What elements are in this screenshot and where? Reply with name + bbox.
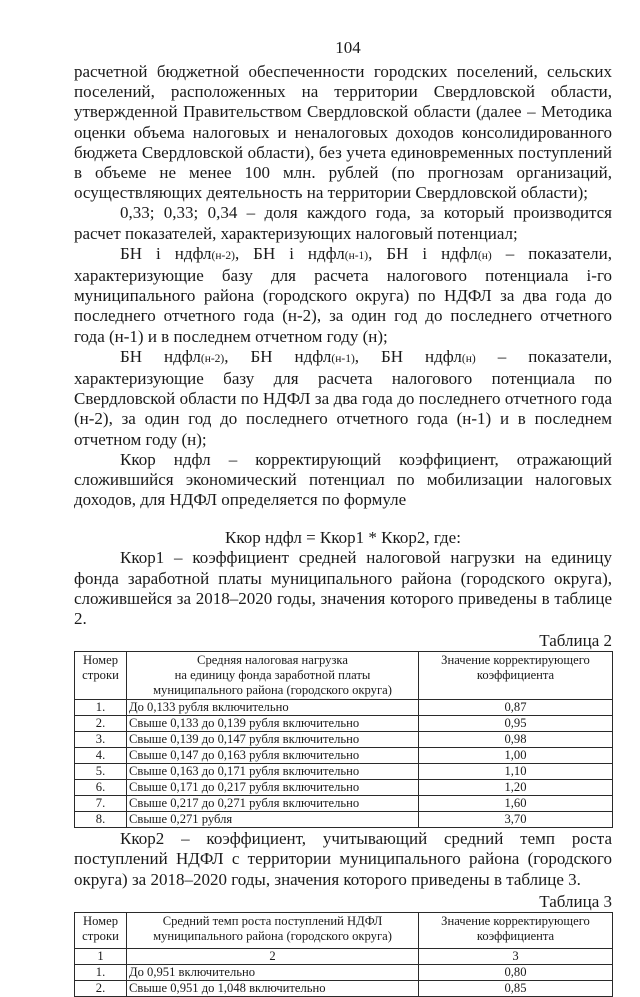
paragraph-bn-i-ndfl [74, 244, 612, 347]
header-coefficient-value: Значение корректирующего коэффициента [419, 652, 613, 700]
header-coefficient-value: Значение корректирующего коэффициента [419, 912, 613, 948]
cell-row-number: 3. [75, 732, 127, 748]
cell-coefficient: 3,70 [419, 812, 613, 828]
paragraph-year-shares: 0,33; 0,33; 0,34 – доля каждого года, за который производится расчет показателей, характеризующих налоговый потенциал; [74, 203, 612, 243]
cell-row-number: 4. [75, 748, 127, 764]
definition-text: – показатели, характеризующие базу для расчета налогового потенциала i-го муниципального района (городского округа) по НДФЛ за два года до последнего отчетного года (н-2), за один год до последнего отчетного года (н-1) и в последнем отчетном году (н); [74, 243, 612, 346]
cell-tax-load-range: Свыше 0,163 до 0,171 рубля включительно [127, 764, 419, 780]
formula-kkor-ndfl: Ккор ндфл = Ккор1 * Ккор2, где: [225, 528, 461, 548]
cell-coefficient: 1,20 [419, 780, 613, 796]
subscript-n-1: (н-1) [331, 352, 355, 365]
header-growth-rate: Средний темп роста поступлений НДФЛ муниципального района (городского округа) [127, 912, 419, 948]
header-tax-load: Средняя налоговая нагрузка на единицу фонда заработной платы муниципального района (городского округа) [127, 652, 419, 700]
cell-row-number: 2. [75, 980, 127, 996]
subscript-n: (н) [477, 249, 492, 262]
table-row [75, 980, 613, 996]
column-number-2: 2 [127, 948, 419, 964]
column-number-row [75, 948, 613, 964]
paragraph-kkor2: Ккор2 – коэффициент, учитывающий средний темп роста поступлений НДФЛ с территории муниципального района (городского округа) за 2018–2020 годы, значения которого приведены в таблице 3. [74, 829, 612, 889]
table-row [75, 796, 613, 812]
table-row [75, 716, 613, 732]
table-3-caption: Таблица 3 [539, 891, 612, 911]
cell-tax-load-range: Свыше 0,139 до 0,147 рубля включительно [127, 732, 419, 748]
paragraph-kkor-ndfl: Ккор ндфл – корректирующий коэффициент, отражающий сложившийся экономический потенциал по мобилизации налоговых доходов, для НДФЛ определяется по формуле [74, 449, 612, 510]
cell-tax-load-range: Свыше 0,271 рубля [127, 812, 419, 828]
table-row [75, 780, 613, 796]
table-row [75, 812, 613, 828]
header-row-number: Номер строки [75, 912, 127, 948]
table-2 [74, 651, 613, 828]
cell-row-number: 1. [75, 700, 127, 716]
table-row [75, 764, 613, 780]
cell-row-number: 8. [75, 812, 127, 828]
page-number: 104 [335, 38, 361, 57]
table-row [75, 732, 613, 748]
paragraph-kkor1: Ккор1 – коэффициент средней налоговой нагрузки на единицу фонда заработной платы муниципального района (городского округа), сложившейся за 2018–2020 годы, значения которого приведены в таблице 2. [74, 548, 612, 629]
cell-row-number: 1. [75, 964, 127, 980]
column-number-1: 1 [75, 948, 127, 964]
term-bn-ndfl-3: , БН ндфл [354, 346, 462, 366]
subscript-n-1: (н-1) [344, 249, 369, 262]
header-row-number: Номер строки [75, 652, 127, 700]
cell-tax-load-range: Свыше 0,133 до 0,139 рубля включительно [127, 716, 419, 732]
cell-coefficient: 0,80 [419, 964, 613, 980]
cell-coefficient: 0,98 [419, 732, 613, 748]
subscript-n-2: (н-2) [200, 352, 225, 365]
table-2-caption: Таблица 2 [539, 631, 612, 651]
table-row [75, 964, 613, 980]
table-row [75, 700, 613, 716]
paragraph-bn-ndfl [74, 347, 612, 450]
cell-coefficient: 0,95 [419, 716, 613, 732]
table-header-row [75, 912, 613, 948]
subscript-n-2: (н-2) [211, 249, 235, 262]
cell-coefficient: 0,87 [419, 700, 613, 716]
cell-tax-load-range: Свыше 0,147 до 0,163 рубля включительно [127, 748, 419, 764]
cell-tax-load-range: Свыше 0,171 до 0,217 рубля включительно [127, 780, 419, 796]
cell-growth-rate-range: Свыше 0,951 до 1,048 включительно [127, 980, 419, 996]
term-bn-i-ndfl-2: , БН i ндфл [234, 243, 345, 263]
cell-row-number: 7. [75, 796, 127, 812]
cell-coefficient: 1,00 [419, 748, 613, 764]
table-header-row [75, 652, 613, 700]
cell-coefficient: 0,85 [419, 980, 613, 996]
paragraph-methodology-continuation: расчетной бюджетной обеспеченности городских поселений, сельских поселений, расположенных на территории Свердловской области, утвержденной Правительством Свердловской области (далее – Методика оценки объема налоговых и неналоговых доходов консолидированного бюджета Свердловской области), без учета единовременных поступлений в объеме не менее 100 млн. рублей (по прогнозам организаций, осуществляющих деятельность на территории Свердловской области); [74, 62, 612, 203]
document-page [74, 38, 612, 997]
cell-row-number: 5. [75, 764, 127, 780]
table-row [75, 748, 613, 764]
cell-tax-load-range: До 0,133 рубля включительно [127, 700, 419, 716]
cell-coefficient: 1,10 [419, 764, 613, 780]
term-bn-i-ndfl-1: БН i ндфл [120, 243, 212, 263]
term-bn-ndfl-2: , БН ндфл [224, 346, 332, 366]
cell-row-number: 6. [75, 780, 127, 796]
table-3 [74, 912, 613, 997]
column-number-3: 3 [419, 948, 613, 964]
cell-tax-load-range: Свыше 0,217 до 0,271 рубля включительно [127, 796, 419, 812]
definition-text: – показатели, характеризующие базу для расчета налогового потенциала по Свердловской области по НДФЛ за два года до последнего отчетного года (н-2), за один год до последнего отчетного года (н-1) и в последнем отчетном году (н); [74, 346, 612, 449]
cell-coefficient: 1,60 [419, 796, 613, 812]
term-bn-i-ndfl-3: , БН i ндфл [368, 243, 478, 263]
cell-row-number: 2. [75, 716, 127, 732]
cell-growth-rate-range: До 0,951 включительно [127, 964, 419, 980]
subscript-n: (н) [461, 352, 476, 365]
term-bn-ndfl-1: БН ндфл [120, 346, 201, 366]
